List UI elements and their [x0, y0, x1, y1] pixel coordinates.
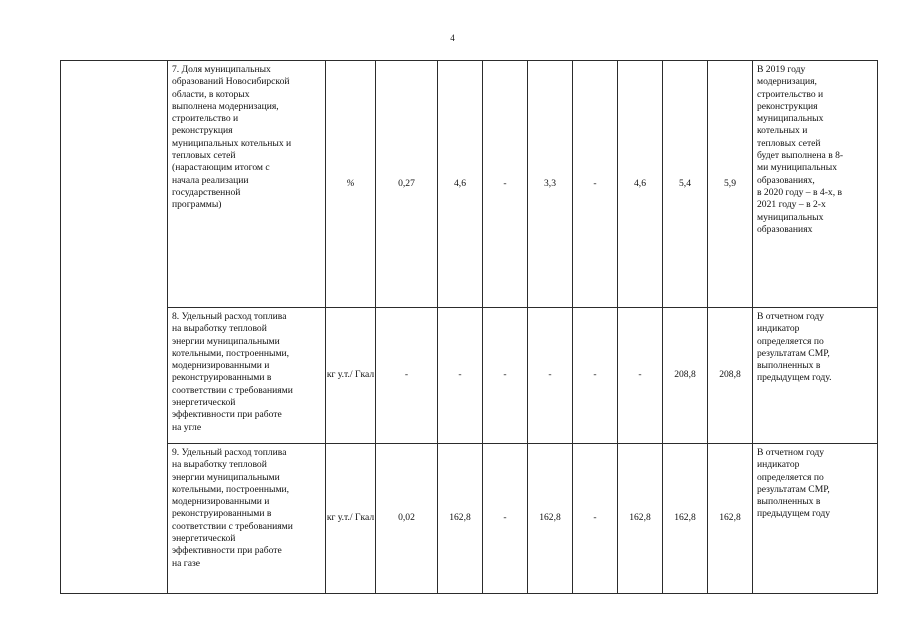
value-cell: 162,8 — [528, 444, 573, 594]
note-line: модернизация, — [757, 76, 817, 88]
indicator-name-line: 8. Удельный расход топлива — [172, 311, 287, 322]
indicator-name-line: области, в которых — [172, 88, 250, 100]
value-cell: 4,6 — [618, 61, 663, 308]
note-line: ми муниципальных — [757, 162, 838, 174]
indicator-name-line: модернизированными и — [172, 360, 270, 372]
note-line: строительство и — [757, 88, 824, 100]
note-line: предыдущем году. — [757, 372, 832, 384]
indicator-name-cell — [168, 61, 326, 308]
value-cell: - — [528, 308, 573, 444]
indicator-name-line: тепловых сетей — [172, 150, 236, 162]
indicator-name-line: энергии муниципальными — [172, 335, 280, 347]
note-line: в 2020 году – в 4-х, в — [757, 186, 843, 198]
unit-cell: кг у.т./ Гкал — [326, 444, 376, 594]
note-line: тепловых сетей — [757, 137, 821, 149]
note-cell — [753, 61, 878, 308]
note-line: определяется по — [757, 335, 824, 347]
value-cell: - — [573, 308, 618, 444]
value-cell: 208,8 — [708, 308, 753, 444]
indicator-name-line: энергии муниципальными — [172, 471, 280, 483]
value-cell: 162,8 — [438, 444, 483, 594]
indicator-name-line: реконструированными в — [172, 508, 272, 520]
note-line: результатам СМР, — [757, 347, 830, 359]
indicator-name-line: энергетической — [172, 533, 236, 545]
value-cell: - — [483, 444, 528, 594]
note-line: будет выполнена в 8- — [757, 150, 844, 162]
indicator-name-line: образований Новосибирской — [172, 76, 290, 88]
note-line: определяется по — [757, 471, 824, 483]
value-cell: - — [376, 308, 438, 444]
note-line: В 2019 году — [757, 64, 806, 75]
indicator-name-line: 7. Доля муниципальных — [172, 64, 271, 75]
indicator-name-line: строительство и — [172, 113, 239, 125]
value-cell: - — [438, 308, 483, 444]
indicator-name-line: реконструкция — [172, 125, 233, 137]
indicator-name-line: энергетической — [172, 397, 236, 409]
page-number: 4 — [450, 33, 455, 43]
indicator-name-line: на газе — [172, 557, 201, 569]
value-cell: 4,6 — [438, 61, 483, 308]
note-line: муниципальных — [757, 211, 824, 223]
indicator-name-line: модернизированными и — [172, 496, 270, 508]
unit-cell: % — [326, 61, 376, 308]
note-line: котельных и — [757, 125, 808, 137]
indicator-name-line: программы) — [172, 199, 222, 211]
indicator-name-line: государственной — [172, 186, 241, 198]
indicator-name-line: 9. Удельный расход топлива — [172, 447, 287, 458]
note-cell — [753, 444, 878, 594]
value-cell: 208,8 — [663, 308, 708, 444]
indicator-name-line: эффективности при работе — [172, 409, 282, 421]
note-line: индикатор — [757, 459, 800, 471]
value-cell: 0,27 — [376, 61, 438, 308]
indicator-name-cell — [168, 444, 326, 594]
indicator-table — [60, 60, 878, 594]
value-cell: 0,02 — [376, 444, 438, 594]
value-cell: - — [483, 308, 528, 444]
indicator-name-line: муниципальных котельных и — [172, 137, 292, 149]
note-cell — [753, 308, 878, 444]
value-cell: - — [573, 444, 618, 594]
indicator-name-line: на угле — [172, 421, 202, 433]
value-cell: 5,9 — [708, 61, 753, 308]
indicator-name-line: соответствии с требованиями — [172, 384, 293, 396]
indicator-name-line: начала реализации — [172, 174, 249, 186]
indicator-name-line: реконструированными в — [172, 372, 272, 384]
unit-cell: кг у.т./ Гкал — [326, 308, 376, 444]
table-row — [61, 308, 878, 444]
value-cell: 5,4 — [663, 61, 708, 308]
value-cell: 162,8 — [618, 444, 663, 594]
indicator-name-cell — [168, 308, 326, 444]
indicator-name-line: котельными, построенными, — [172, 347, 290, 359]
indicator-name-line: котельными, построенными, — [172, 483, 290, 495]
indicator-name-line: соответствии с требованиями — [172, 520, 293, 532]
indicator-name-line: выполнена модернизация, — [172, 100, 279, 112]
value-cell: 162,8 — [663, 444, 708, 594]
value-cell: - — [573, 61, 618, 308]
note-line: муниципальных — [757, 113, 824, 125]
note-line: реконструкция — [757, 100, 818, 112]
indicator-name-line: на выработку тепловой — [172, 459, 267, 471]
note-line: индикатор — [757, 323, 800, 335]
note-line: В отчетном году — [757, 311, 825, 322]
table-row — [61, 61, 878, 308]
value-cell: 3,3 — [528, 61, 573, 308]
indicator-name-line: на выработку тепловой — [172, 323, 267, 335]
value-cell: - — [483, 61, 528, 308]
note-line: В отчетном году — [757, 447, 825, 458]
indicator-name-line: эффективности при работе — [172, 545, 282, 557]
note-line: предыдущем году — [757, 508, 831, 520]
note-line: образованиях, — [757, 174, 815, 186]
indicator-name-line: (нарастающим итогом с — [172, 162, 270, 174]
value-cell: - — [618, 308, 663, 444]
note-line: образованиях — [757, 223, 813, 235]
table-row — [61, 444, 878, 594]
note-line: 2021 году – в 2-х — [757, 199, 826, 211]
note-line: результатам СМР, — [757, 483, 830, 495]
note-line: выполненных в — [757, 360, 821, 372]
note-line: выполненных в — [757, 496, 821, 508]
empty-left-cell — [61, 61, 168, 594]
value-cell: 162,8 — [708, 444, 753, 594]
